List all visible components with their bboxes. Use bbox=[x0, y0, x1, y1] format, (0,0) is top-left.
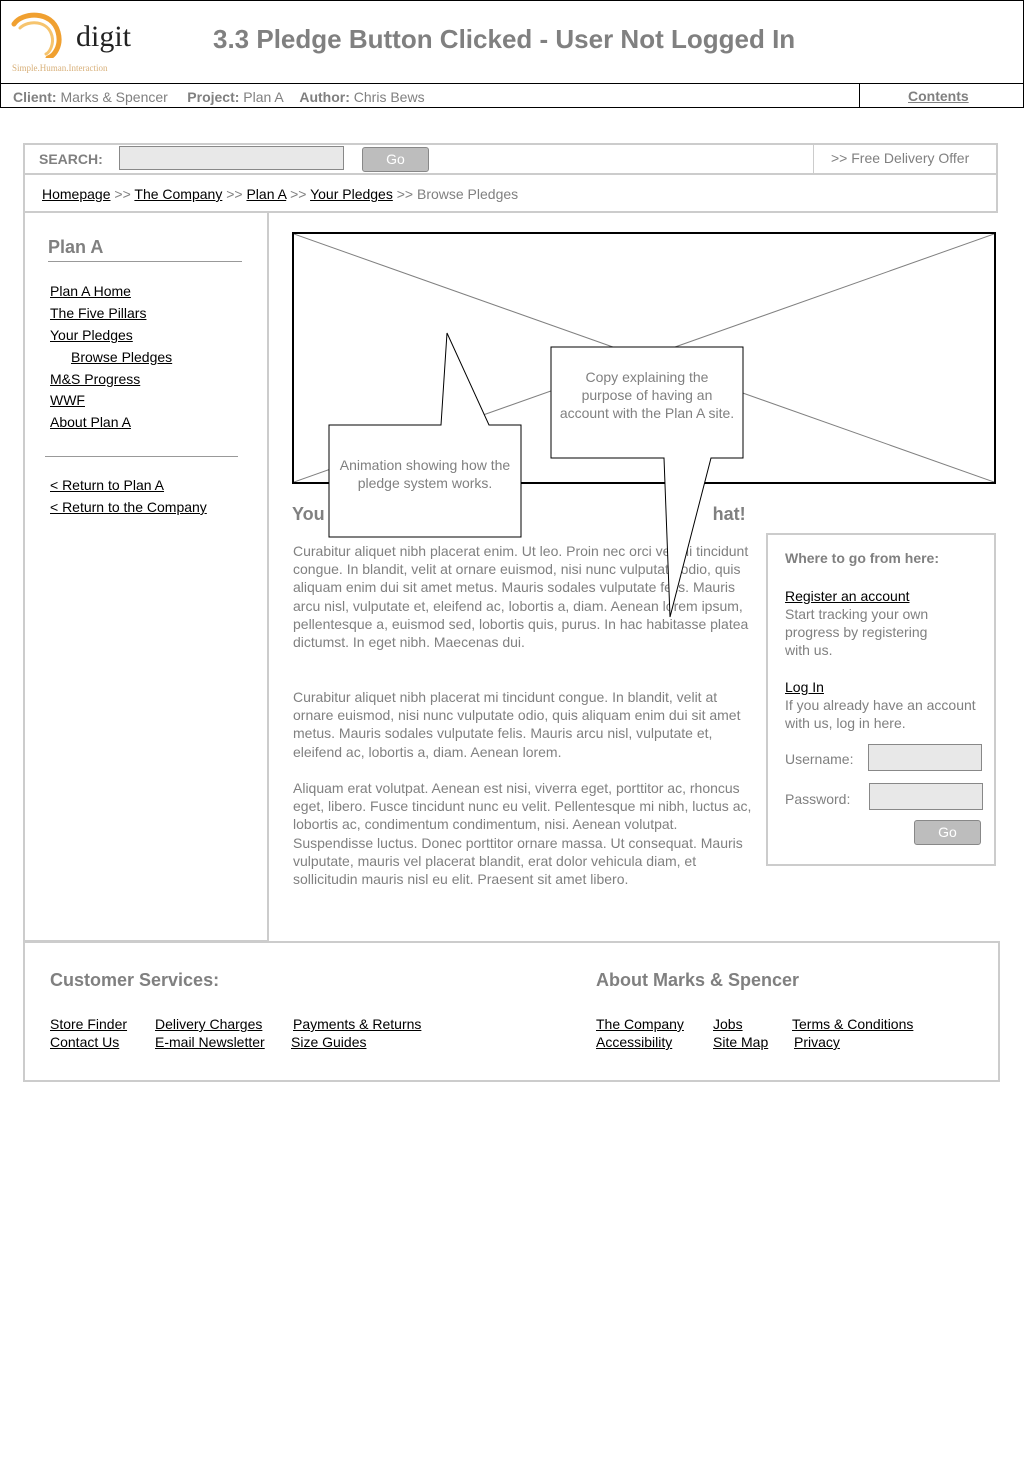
footer-payments-returns[interactable]: Payments & Returns bbox=[293, 1016, 422, 1032]
free-delivery-offer[interactable]: >> Free Delivery Offer bbox=[831, 150, 970, 166]
body-paragraph: Curabitur aliquet nibh placerat enim. Ut leo. Proin nec orci vel mi tincidunt congue. In blandit, velit at ornare euismod, nisi nunc vulputate odio, quis aliquam enim dui sit amet metus. Mauris sodales vulputate felis. Mauris arcu nisl, vulputate et, eleifend ac, lobortis a, diam. Aenean lorem ipsum, pellentesque a, euismod sed, lobortis quis, purus. In hac habitasse platea dictumst. In eget nibh. Maecenas dui. bbox=[293, 543, 749, 651]
log-in-link[interactable]: Log In bbox=[785, 679, 824, 695]
footer-contact-us[interactable]: Contact Us bbox=[50, 1034, 120, 1050]
sidebar-item-wwf[interactable]: WWF bbox=[50, 392, 85, 408]
where-to-go-title: Where to go from here: bbox=[785, 550, 940, 566]
footer-privacy[interactable]: Privacy bbox=[794, 1034, 840, 1050]
breadcrumb-separator: >> bbox=[290, 186, 307, 202]
author-value: Chris Bews bbox=[353, 89, 425, 105]
breadcrumb-homepage[interactable]: Homepage bbox=[42, 186, 111, 202]
breadcrumb-current: Browse Pledges bbox=[416, 186, 519, 202]
animation-callout-text: Animation showing how the pledge system works. bbox=[339, 457, 511, 491]
password-field[interactable] bbox=[869, 783, 983, 810]
about-ms-title: About Marks & Spencer bbox=[596, 970, 800, 990]
username-label: Username: bbox=[785, 751, 854, 767]
sidebar-title: Plan A bbox=[48, 237, 104, 257]
footer-jobs[interactable]: Jobs bbox=[713, 1016, 743, 1032]
main-heading-start: You bbox=[292, 504, 325, 524]
login-go-button[interactable]: Go bbox=[914, 820, 981, 845]
animation-callout-bubble bbox=[329, 333, 521, 537]
footer-delivery-charges[interactable]: Delivery Charges bbox=[155, 1016, 263, 1032]
footer-the-company[interactable]: The Company bbox=[596, 1016, 684, 1032]
search-go-button[interactable]: Go bbox=[362, 147, 429, 172]
footer-site-map[interactable]: Site Map bbox=[713, 1034, 769, 1050]
digit-logo-tagline: Simple.Human.Interaction bbox=[12, 63, 108, 73]
footer-email-newsletter[interactable]: E-mail Newsletter bbox=[155, 1034, 265, 1050]
username-field[interactable] bbox=[868, 744, 982, 771]
register-account-link[interactable]: Register an account bbox=[785, 588, 910, 604]
breadcrumb-your-pledges[interactable]: Your Pledges bbox=[310, 186, 393, 202]
breadcrumb-separator: >> bbox=[396, 186, 414, 202]
sidebar-item-plan-a-home[interactable]: Plan A Home bbox=[50, 283, 131, 299]
contents-link[interactable]: Contents bbox=[908, 88, 969, 104]
login-description: If you already have an account with us, log in here. bbox=[785, 697, 976, 731]
copy-callout-text: Copy explaining the purpose of having an account with the Plan A site. bbox=[559, 369, 735, 421]
breadcrumb-separator: >> bbox=[226, 186, 243, 202]
footer-terms-conditions[interactable]: Terms & Conditions bbox=[792, 1016, 914, 1032]
sidebar-item-five-pillars[interactable]: The Five Pillars bbox=[50, 305, 147, 321]
footer bbox=[23, 941, 1000, 1082]
project-value: Plan A bbox=[243, 89, 284, 105]
breadcrumb-separator: >> bbox=[114, 186, 131, 202]
breadcrumb-plan-a[interactable]: Plan A bbox=[246, 186, 287, 202]
sidebar-item-browse-pledges[interactable]: Browse Pledges bbox=[71, 349, 173, 365]
footer-size-guides[interactable]: Size Guides bbox=[291, 1034, 367, 1050]
register-description: Start tracking your own progress by registering with us. bbox=[785, 606, 929, 658]
project-label: Project: bbox=[187, 89, 240, 105]
client-label: Client: bbox=[13, 89, 57, 105]
client-value: Marks & Spencer bbox=[60, 89, 168, 105]
sidebar-item-about-plan-a[interactable]: About Plan A bbox=[50, 414, 131, 430]
return-to-plan-a-link[interactable]: < Return to Plan A bbox=[50, 477, 165, 493]
sidebar-item-ms-progress[interactable]: M&S Progress bbox=[50, 371, 141, 387]
customer-services-title: Customer Services: bbox=[50, 970, 220, 990]
sidebar-item-your-pledges[interactable]: Your Pledges bbox=[50, 327, 133, 343]
body-paragraph: Aliquam erat volutpat. Aenean est nisi, viverra eget, porttitor ac, rhoncus eget, libero. Fusce tincidunt nunc eu velit. Pellentesque mi nibh, luctus ac, lobortis ac, condimentum condimentum, nisi. Aenean volutpat. Suspendisse luctus. Donec porttitor ornare massa. Ut consequat. Mauris vulputate, mauris vel placerat blandit, erat dolor vehicula diam, et sollicitudin mauris nisl eu elit. Praesent sit amet libero. bbox=[293, 780, 752, 888]
return-to-company-link[interactable]: < Return to the Company bbox=[50, 499, 207, 515]
breadcrumb-the-company[interactable]: The Company bbox=[134, 186, 223, 202]
digit-logo-wordmark: digit bbox=[76, 20, 132, 53]
footer-store-finder[interactable]: Store Finder bbox=[50, 1016, 128, 1032]
author-label: Author: bbox=[299, 89, 350, 105]
body-paragraph: Curabitur aliquet nibh placerat mi tincidunt congue. In blandit, velit at ornare euismod, nisi nunc vulputate odio, quis aliquam enim dui sit amet metus. Mauris sodales vulputate felis. Mauris arcu nisl, vulputate et, eleifend ac, lobortis a, diam. Aenean lorem. bbox=[293, 689, 741, 760]
search-label: SEARCH: bbox=[39, 151, 103, 167]
password-label: Password: bbox=[785, 791, 851, 807]
main-heading-end: hat! bbox=[712, 504, 746, 524]
footer-accessibility[interactable]: Accessibility bbox=[596, 1034, 673, 1050]
page-title: 3.3 Pledge Button Clicked - User Not Logged In bbox=[213, 24, 796, 54]
